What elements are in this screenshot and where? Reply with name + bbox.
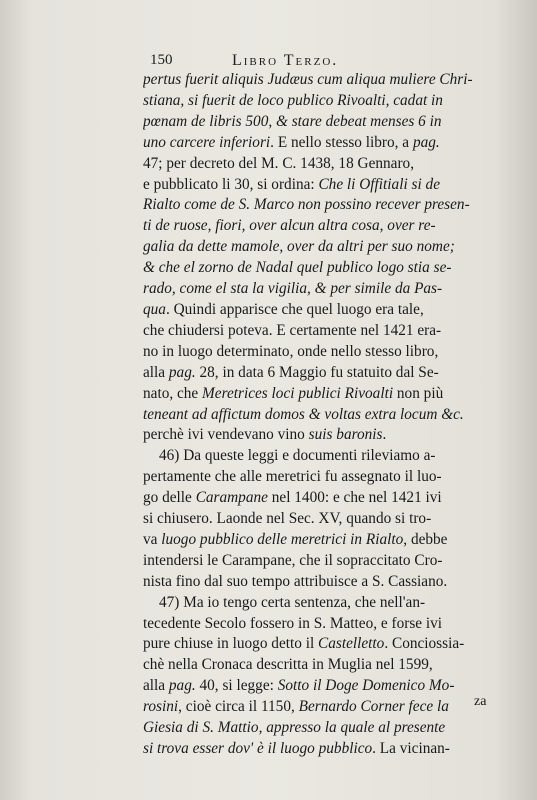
italic-segment: rosini — [143, 698, 179, 716]
text-segment: no in luogo determinato, onde nello stesso libro, — [143, 342, 439, 360]
text-segment: si chiusero. Laonde nel Sec. XV, quando si tro- — [143, 510, 432, 528]
italic-segment: rado, come el sta la vigilia, & per simile da Pas- — [143, 280, 443, 298]
text-line — [143, 425, 523, 446]
text-segment: alla — [143, 363, 169, 381]
italic-segment: & che el zorno de Nadal quel publico logo stia se- — [143, 259, 452, 277]
text-segment: chè nella Cronaca descritta in Muglia nel 1599, — [143, 656, 433, 674]
text-line — [143, 614, 523, 635]
text-segment: intendersi le Carampane, che il sopraccitato Cro- — [143, 551, 443, 569]
catchword: za — [474, 694, 487, 709]
text-line — [143, 133, 523, 154]
italic-segment: pag. — [168, 677, 196, 695]
text-line — [143, 655, 523, 676]
text-line — [143, 321, 523, 342]
italic-segment: pertus fuerit aliquis Judæus cum aliqua muliere Chri- — [143, 71, 473, 88]
text-segment: e pubblicato li 30, si ordina: — [143, 175, 319, 193]
text-segment: . La vicinan- — [372, 740, 450, 757]
text-segment: 40, si legge: — [195, 677, 278, 695]
text-line — [143, 195, 523, 216]
text-line — [143, 530, 523, 551]
text-segment: . Quindi apparisce che quel luogo era tale, — [165, 300, 424, 318]
italic-segment: Carampane — [195, 489, 268, 507]
text-line — [143, 446, 523, 467]
body-text — [143, 70, 523, 760]
text-line — [143, 405, 523, 426]
text-segment: nel 1400: e che nel 1421 ivi — [267, 489, 442, 507]
text-line — [143, 91, 523, 112]
page-number: 150 — [150, 52, 173, 68]
text-line — [143, 279, 523, 300]
italic-segment: Rialto come de S. Marco non possino recever presen- — [143, 196, 470, 214]
text-line — [143, 154, 523, 175]
italic-segment: Castelletto — [318, 635, 385, 653]
text-line — [143, 237, 523, 258]
italic-segment: stiana, si fuerit de loco publico Rivoalti, cadat in — [143, 91, 443, 109]
text-segment: . E nello stesso libro, a — [270, 133, 413, 151]
italic-segment: pœnam de libris 500, & stare debeat menses 6 in — [143, 112, 442, 130]
text-segment: 46) Da queste leggi e documenti rileviamo a- — [159, 447, 436, 465]
text-line — [143, 551, 523, 572]
text-line — [143, 593, 523, 614]
text-line — [143, 467, 523, 488]
italic-segment: si trova esser dov' è il luogo pubblico — [143, 740, 373, 757]
italic-segment: Che li Offitiali si de — [318, 175, 440, 193]
text-segment: va — [143, 530, 162, 548]
text-segment: che chiudersi poteva. E certamente nel 1421 era- — [143, 321, 442, 339]
text-segment: nato, che — [143, 384, 203, 402]
text-segment: non più — [393, 384, 444, 402]
text-line — [143, 509, 523, 530]
italic-segment: qua — [143, 300, 166, 318]
text-segment: , debbe — [403, 530, 448, 548]
italic-segment: Giesia di S. Mattio, appresso la quale al presente — [143, 719, 446, 737]
text-segment: go delle — [143, 489, 196, 507]
text-line — [143, 300, 523, 321]
text-line — [143, 718, 523, 739]
text-segment: . Conciossia- — [384, 635, 465, 653]
text-line — [143, 676, 523, 697]
italic-segment: ti de ruose, fiori, over alcun altra cosa, over re- — [143, 217, 436, 235]
text-line — [143, 572, 523, 593]
italic-segment: Meretrices loci publici Rivoalti — [202, 384, 394, 402]
text-line — [143, 175, 523, 196]
text-segment: . — [382, 426, 387, 444]
text-segment: 47; per decreto del M. C. 1438, 18 Gennaro, — [143, 154, 415, 172]
italic-segment: pag. — [168, 363, 196, 381]
text-segment: 28, in data 6 Maggio fu statuito dal Se- — [195, 363, 439, 381]
text-line — [143, 634, 523, 655]
text-line — [143, 216, 523, 237]
italic-segment: Bernardo Corner fece la — [298, 698, 449, 716]
italic-segment: pag. — [412, 133, 440, 151]
text-line — [143, 70, 523, 91]
italic-segment: uno carcere inferiori — [143, 133, 271, 151]
running-head: Libro Terzo. — [232, 52, 339, 69]
italic-segment: luogo pubblico delle meretrici in Rialto — [161, 530, 404, 548]
text-segment: nista fino dal suo tempo attribuisce a S. Cassiano. — [143, 572, 448, 590]
text-line — [143, 112, 523, 133]
text-line — [143, 384, 523, 405]
text-segment: tecedente Secolo fossero in S. Matteo, e forse ivi — [143, 614, 443, 632]
text-segment: , cioè circa il 1150, — [178, 698, 299, 716]
text-segment: pertamente che alle meretrici fu assegnato il luo- — [143, 468, 442, 486]
text-line — [143, 363, 523, 384]
text-line — [143, 697, 523, 718]
text-segment: pure chiuse in luogo detto il — [143, 635, 319, 653]
text-line — [143, 739, 523, 760]
text-segment: perchè ivi vendevano vino — [143, 426, 309, 444]
text-line — [143, 488, 523, 509]
text-line — [143, 342, 523, 363]
italic-segment: suis baronis — [308, 426, 383, 444]
text-line — [143, 258, 523, 279]
italic-segment: galia da dette mamole, over da altri per suo nome; — [143, 238, 455, 256]
text-segment: 47) Ma io tengo certa sentenza, che nell'an- — [159, 593, 426, 611]
italic-segment: Sotto il Doge Domenico Mo- — [277, 677, 455, 695]
text-segment: alla — [143, 677, 169, 695]
italic-segment: teneant ad affictum domos & voltas extra locum &c. — [143, 405, 464, 423]
